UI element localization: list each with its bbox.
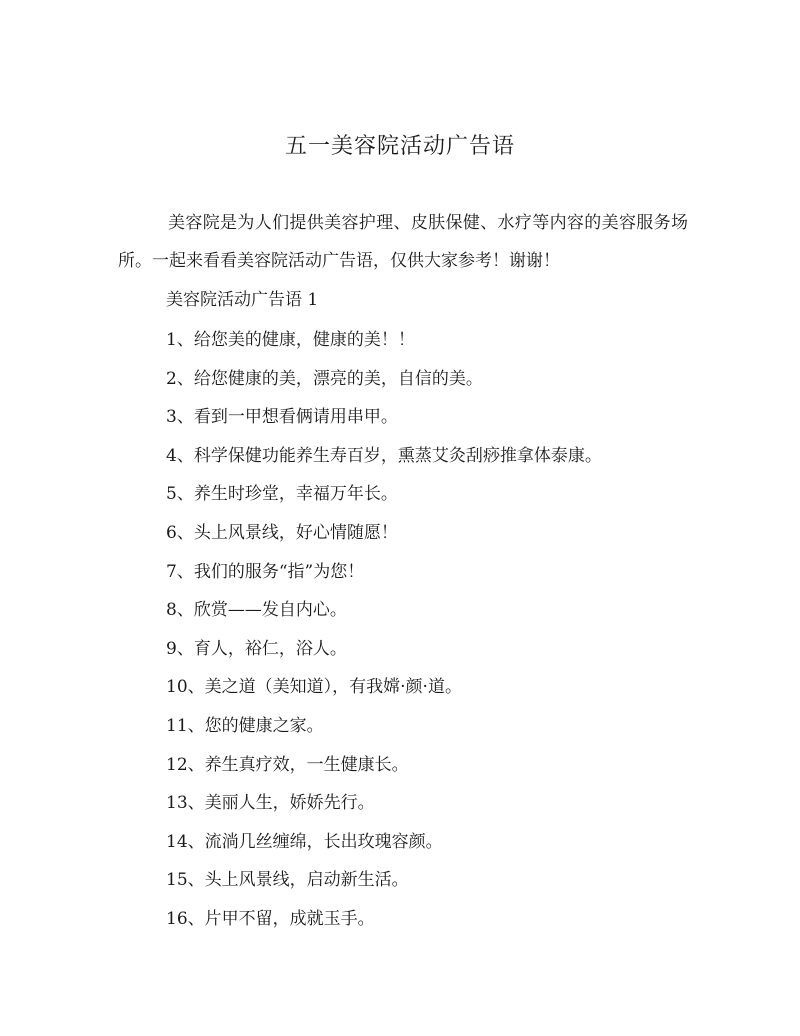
slogan-list [166,325,602,943]
list-item: 14、流淌几丝缠绵，长出玫瑰容颜。 [166,831,443,852]
document-title: 五一美容院活动广告语 [284,134,515,159]
section-heading: 美容院活动广告语 1 [166,290,319,310]
list-item: 3、看到一甲想看俩请用串甲。 [166,407,398,428]
list-item: 9、育人，裕仁，浴人。 [166,638,347,659]
list-item: 2、给您健康的美，漂亮的美，自信的美。 [166,368,483,389]
list-item: 11、您的健康之家。 [166,715,324,736]
list-item: 10、美之道（美知道），有我嫦·颜·道。 [166,677,462,698]
list-item: 16、片甲不留，成就玉手。 [166,908,375,929]
list-item: 8、欣赏——发自内心。 [166,600,347,621]
intro-paragraph: 美容院是为人们提供美容护理、皮肤保健、水疗等内容的美容服务场所。一起来看看美容院活动广告语，仅供大家参考！谢谢！ [118,213,688,271]
list-item: 4、科学保健功能养生寿百岁，熏蒸艾灸刮痧推拿体泰康。 [166,445,602,466]
list-item: 12、养生真疗效，一生健康长。 [166,754,409,775]
list-item: 1、给您美的健康，健康的美！！ [166,330,415,350]
list-item: 5、养生时珍堂，幸福万年长。 [166,484,398,505]
list-item: 15、头上风景线，启动新生活。 [166,870,409,891]
list-item: 13、美丽人生，娇娇先行。 [166,793,375,814]
list-item: 7、我们的服务“指”为您！ [166,561,365,582]
list-item: 6、头上风景线，好心情随愿！ [166,522,398,543]
